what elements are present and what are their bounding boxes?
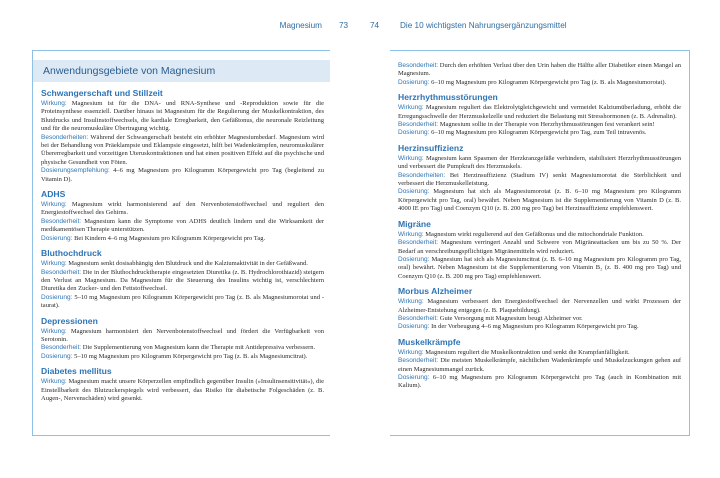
- entry-label: Dosierung:: [398, 255, 430, 263]
- section: [41, 88, 324, 184]
- entry-text: [398, 121, 681, 129]
- entry-label: Besonderheit:: [398, 357, 439, 365]
- entry-label: Wirkung:: [41, 260, 67, 268]
- entry-label: Dosierung:: [41, 352, 73, 360]
- entry-text: [41, 201, 324, 218]
- entry-label: Wirkung:: [41, 201, 67, 209]
- section: [398, 286, 681, 332]
- entry-label: Besonderheit:: [398, 121, 439, 129]
- entry-body: 5–10 mg Magnesium pro Kilogramm Körpergewicht pro Tag (z. B. als Magnesiumorotat und -taurat).: [41, 293, 324, 310]
- entry-text: [398, 188, 681, 213]
- entry-text: [41, 100, 324, 134]
- entry-body: Während der Schwangerschaft besteht ein erhöhter Magnesiumbedarf. Magnesium wird bei der Behandlung von Präeklampsie und Eklampsie eingesetzt, hilft bei Wadenkrämpfen, neuromuskulärer Übererregbarkeit und vorzeitigen Uteruskontraktionen und hat einen positiven Effekt auf die psychische und physische Gesundheit von Föten.: [41, 133, 324, 166]
- entry-text: [398, 79, 681, 87]
- entry-body: Magnesium verbessert den Energiestoffwechsel der Nervenzellen und wirkt Prozessen der Alzheimer-Entstehung entgegen (z. B. Plaquebildung).: [398, 298, 682, 314]
- entry-text: [41, 269, 324, 294]
- entry-text: [398, 256, 681, 281]
- entry-body: 5–10 mg Magnesium pro Kilogramm Körpergewicht pro Tag (z. B. als Magnesiumcitrat).: [74, 352, 308, 360]
- entry-body: Gute Versorgung mit Magnesium beugt Alzheimer vor.: [439, 314, 583, 322]
- section: [398, 143, 681, 214]
- entry-text: [398, 315, 681, 323]
- entry-text: [398, 129, 681, 137]
- entry-label: Dosierung:: [398, 78, 430, 86]
- entry-label: Dosierungsempfehlung:: [41, 167, 110, 175]
- entry-text: [41, 235, 324, 243]
- entry-body: 6–10 mg Magnesium pro Kilogramm Körpergewicht pro Tag (z. B. als Magnesiumorotat).: [431, 78, 667, 86]
- section-heading: Migräne: [398, 218, 431, 229]
- left-page-number: 73: [339, 21, 349, 30]
- entry-label: Wirkung:: [398, 154, 424, 162]
- continued-section: [398, 62, 681, 87]
- entry-label: Wirkung:: [41, 327, 67, 335]
- entry-text: [41, 134, 324, 168]
- entry-body: Magnesium reguliert die Muskelkontraktion und senkt die Krampfanfälligkeit.: [425, 348, 630, 356]
- entry-text: [41, 353, 324, 361]
- entry-label: Wirkung:: [398, 104, 424, 112]
- entry-body: Magnesium ist für die DNA- und RNA-Synthese und -Reproduktion sowie für die Proteinsynthese essenziell. Darüber hinaus ist Magnesium für die Regulierung der Muskelkontraktion, des Blutdrucks und Insulinstoffwechsels, die kardiale Erregbarkeit, den Gefäßtonus, die neuronale Reizleitung und für die neuromuskuläre Übertragung wichtig.: [41, 100, 324, 133]
- page-header: [0, 0, 720, 40]
- entry-body: Magnesium reguliert das Elektrolytgleichgewicht und vermeidet Kalziumüberladung, erhöht die Erregungsschwelle der Herzmuskelzelle und reduziert die Belastung mit Stresshormonen (z. B. Adrenalin).: [398, 104, 682, 120]
- entry-label: Wirkung:: [398, 348, 424, 356]
- entry-label: Dosierung:: [398, 188, 430, 196]
- entry-body: 6–10 mg Magnesium pro Kilogramm Körpergewicht pro Tag (auch in Kombination mit Kalium).: [398, 373, 682, 390]
- left-info-box: [32, 50, 330, 436]
- entry-label: Wirkung:: [41, 378, 67, 386]
- entry-text: [41, 378, 324, 403]
- section-heading: Bluthochdruck: [41, 248, 102, 259]
- right-box-content: [390, 51, 689, 391]
- section-heading: Morbus Alzheimer: [398, 286, 473, 297]
- entry-text: [398, 239, 681, 256]
- entry-body: Magnesium hat sich als Magnesiumcitrat (z. B. 6–10 mg Magnesium pro Kilogramm pro Tag, oral) bewährt. Neben Magnesium ist die Supplementierung von Vitamin B₂ (z. B. 400 mg pro Tag) und Coenzym Q10 (z. B. 200 mg pro Tag) empfehlenswert.: [398, 255, 681, 280]
- entry-label: Wirkung:: [398, 298, 424, 306]
- entry-body: Durch den erhöhten Verlust über den Urin haben die Hälfte aller Diabetiker einen Mangel an Magnesium.: [398, 62, 681, 78]
- entry-body: Die meisten Muskelkrämpfe, nächtlichen Wadenkrämpfe und Muskelzuckungen gehen auf einen Magnesiummangel zurück.: [398, 357, 681, 373]
- entry-label: Dosierung:: [41, 234, 73, 242]
- entry-text: [398, 172, 681, 189]
- entry-body: 4–6 mg Magnesium pro Kilogramm Körpergewicht pro Tag (begleitend zu Vitamin D).: [41, 167, 324, 183]
- entry-text: [398, 323, 681, 331]
- entry-body: Magnesium verringert Anzahl und Schwere von Migräneattacken um bis zu 50 %. Der Bedarf an verschreibungspflichtigen Migränemitteln wird reduziert.: [398, 239, 682, 255]
- entry-text: [398, 62, 681, 79]
- entry-body: Die Supplementierung von Magnesium kann die Therapie mit Antidepressiva verbessern.: [82, 344, 316, 352]
- section: [398, 337, 681, 391]
- entry-text: [398, 374, 681, 391]
- entry-text: [398, 231, 681, 239]
- section-heading: Diabetes mellitus: [41, 366, 112, 377]
- entry-body: Magnesium wirkt regulierend auf den Gefäßtonus und die mitochondriale Funktion.: [425, 230, 644, 238]
- entry-body: In der Vorbeugung 4–6 mg Magnesium pro Kilogramm Körpergewicht pro Tag.: [431, 323, 639, 331]
- entry-label: Besonderheit:: [41, 217, 82, 225]
- box-title: Anwendungsgebiete von Magnesium: [33, 60, 330, 82]
- right-info-box: [390, 50, 690, 436]
- entry-label: Wirkung:: [41, 100, 67, 107]
- section: [398, 219, 681, 281]
- entry-label: Dosierung:: [398, 373, 430, 381]
- entry-body: Magnesium kann Spasmen der Herzkranzgefäße verhindern, stabilisiert Herzrhythmusstörungen und verbessert die Pumpkraft des Herzmuskels.: [398, 154, 681, 171]
- entry-text: [398, 104, 681, 121]
- entry-body: Magnesium wirkt harmonisierend auf den Nervenbotenstoffwechsel und reguliert den Energiestoffwechsel des Gehirns.: [41, 201, 324, 217]
- entry-label: Wirkung:: [398, 230, 424, 238]
- entry-text: [41, 218, 324, 235]
- entry-label: Dosierung:: [398, 129, 430, 137]
- section-heading: ADHS: [41, 189, 66, 200]
- entry-text: [41, 260, 324, 268]
- section-heading: Schwangerschaft und Stillzeit: [41, 88, 163, 98]
- entry-body: Magnesium sollte in der Therapie von Herzrhythmusstörungen fest verankert sein!: [439, 121, 655, 129]
- section: [41, 366, 324, 403]
- entry-text: [398, 357, 681, 374]
- section-heading: Herzinsuffizienz: [398, 142, 464, 153]
- entry-text: [398, 298, 681, 315]
- section: [41, 316, 324, 362]
- entry-label: Dosierung:: [41, 293, 73, 301]
- entry-label: Besonderheit:: [398, 62, 439, 69]
- section: [41, 248, 324, 310]
- entry-body: Magnesium senkt dosisabhängig den Blutdruck und die Kalziumaktivität in der Gefäßwand.: [68, 260, 308, 268]
- entry-text: [41, 328, 324, 345]
- entry-label: Besonderheit:: [398, 239, 439, 247]
- section: [41, 189, 324, 243]
- right-page-number: 74: [370, 21, 380, 30]
- entry-body: Magnesium harmonisiert den Nervenbotenstoffwechsel und fördert die Verfügbarkeit von Serotonin.: [41, 327, 324, 343]
- left-box-content: [33, 60, 330, 403]
- entry-label: Besonderheit:: [398, 314, 439, 322]
- section-heading: Muskelkrämpfe: [398, 336, 461, 347]
- right-running-title: Die 10 wichtigsten Nahrungsergänzungsmittel: [400, 21, 567, 30]
- entry-body: Magnesium macht unsere Körperzellen empfindlich gegenüber Insulin (»Insulinsensitivität«), die Einstellbarkeit des Blutzuckerspiegels wird verbessert, das Risiko für diabetische Folgeschäden (z. B. Augen-, Nervenschäden) wird gesenkt.: [41, 378, 324, 402]
- entry-body: Magnesium kann die Symptome von ADHS deutlich lindern und die Wirksamkeit der medikamentösen Therapie unterstützen.: [41, 217, 325, 234]
- entry-label: Dosierung:: [398, 323, 430, 331]
- entry-text: [41, 344, 324, 352]
- entry-text: [398, 349, 681, 357]
- entry-text: [41, 167, 324, 184]
- entry-body: Bei Kindern 4–6 mg Magnesium pro Kilogramm Körpergewicht pro Tag.: [74, 234, 266, 242]
- entry-label: Besonderheiten:: [41, 133, 89, 141]
- entry-text: [41, 294, 324, 311]
- left-running-title: Magnesium: [279, 21, 322, 30]
- section-heading: Herzrhythmusstörungen: [398, 92, 498, 103]
- section-heading: Depressionen: [41, 315, 98, 326]
- entry-body: Bei Herzinsuffizienz (Stadium IV) senkt Magnesiumorotat die Sterblichkeit und verbessert die Herzmuskelleistung.: [398, 171, 682, 188]
- section: [398, 92, 681, 138]
- entry-body: Magnesium hat sich als Magnesiumorotat (z. B. 6–10 mg Magnesium pro Kilogramm Körpergewicht pro Tag, oral) bewährt. Neben Magnesium ist die Supplementierung von Vitamin D (z. B. 4000 IE pro Tag) und Coenzym Q10 (z. B. 200 mg pro Tag) bei Herzinsuffizienz empfehlenswert.: [398, 188, 681, 213]
- entry-label: Besonderheit:: [41, 344, 82, 352]
- entry-label: Besonderheit:: [41, 268, 82, 276]
- entry-text: [398, 155, 681, 172]
- entry-body: 6–10 mg Magnesium pro Kilogramm Körpergewicht pro Tag, zum Teil intravenös.: [431, 129, 647, 137]
- entry-label: Besonderheiten:: [398, 171, 446, 179]
- entry-body: Die in der Bluthochdrucktherapie eingesetzten Diuretika (z. B. Hydrochlorothiazid) steigern den Verlust an Magnesium. Da Magnesium für die Steuerung des Insulins wichtig ist, verschlechtern Diuretika den Zucker- und den Fettstoffwechsel.: [41, 268, 325, 293]
